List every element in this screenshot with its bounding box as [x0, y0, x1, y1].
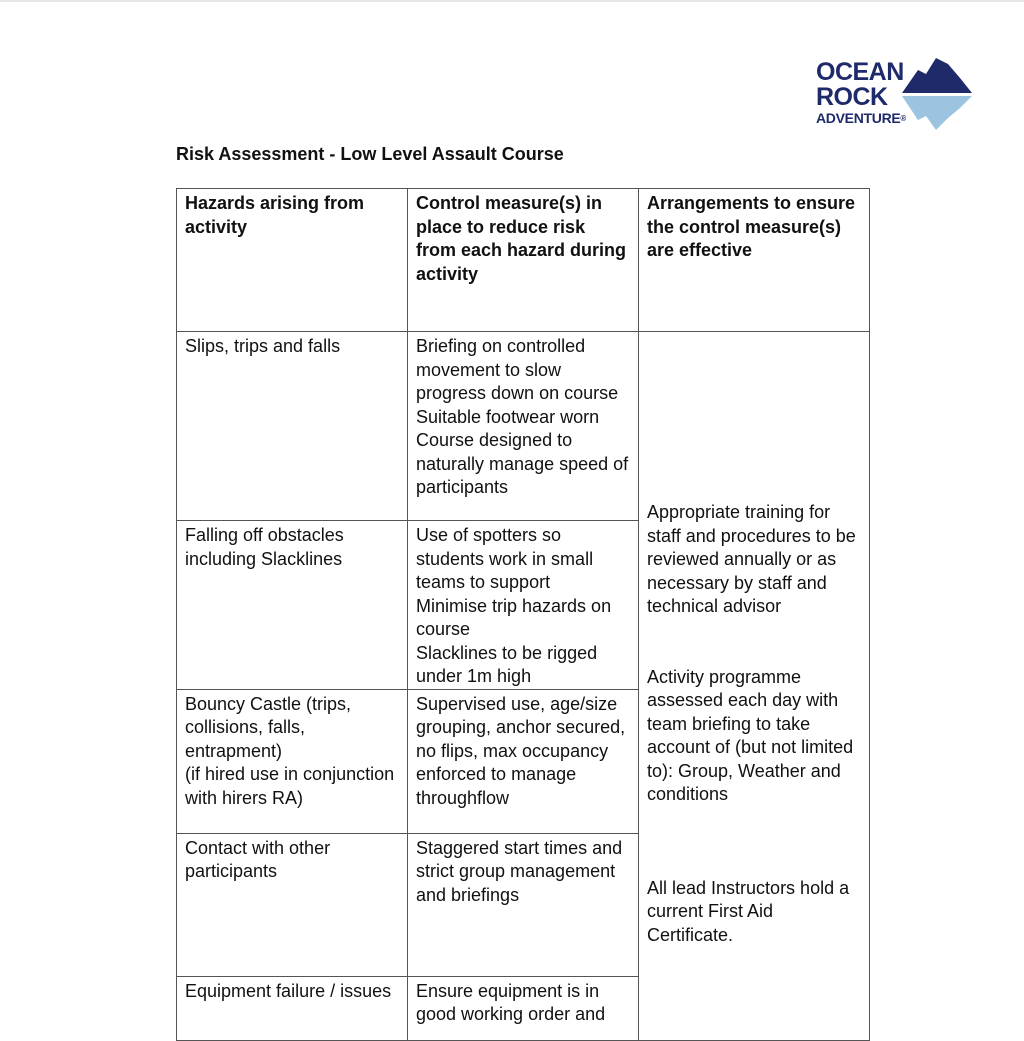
header-control-measures: Control measure(s) in place to reduce risk from each hazard during activity — [408, 189, 639, 332]
document-title: Risk Assessment - Low Level Assault Course — [176, 144, 564, 164]
ocean-rock-adventure-logo — [812, 56, 978, 132]
table-row — [177, 332, 870, 521]
control-cell: Ensure equipment is in good working order and — [408, 976, 639, 1040]
arrangement-first-aid: All lead Instructors hold a current First Aid Certificate. — [647, 877, 850, 945]
risk-assessment-table — [176, 188, 870, 1041]
logo-reflection-shape — [902, 96, 972, 130]
logo-registered-mark: ® — [900, 114, 907, 123]
control-cell: Briefing on controlled movement to slow progress down on course Suitable footwear worn Course designed to naturally manage speed of participants — [408, 332, 639, 521]
logo-line-ocean: OCEAN — [816, 58, 904, 86]
logo-line-rock: ROCK — [816, 83, 888, 111]
arrangement-training: Appropriate training for staff and procedures to be reviewed annually or as necessary by staff and technical advisor — [647, 502, 856, 616]
logo-wordmark — [816, 60, 906, 125]
header-hazards: Hazards arising from activity — [177, 189, 408, 332]
logo-adventure-text: ADVENTURE — [816, 110, 901, 126]
hazard-cell: Slips, trips and falls — [177, 332, 408, 521]
arrangements-cell — [639, 332, 870, 1041]
control-cell: Staggered start times and strict group management and briefings — [408, 833, 639, 976]
logo-mountain-shape — [902, 58, 972, 93]
hazard-cell: Contact with other participants — [177, 833, 408, 976]
hazard-cell: Falling off obstacles including Slacklines — [177, 521, 408, 690]
page-top-rule — [0, 0, 1024, 2]
hazard-cell: Bouncy Castle (trips, collisions, falls, entrapment) (if hired use in conjunction with hirers RA) — [177, 689, 408, 833]
table-header-row — [177, 189, 870, 332]
arrangement-activity-programme: Activity programme assessed each day with team briefing to take account of (but not limited to): Group, Weather and conditions — [647, 666, 854, 804]
mountain-reflection-icon — [896, 56, 978, 132]
logo-line-adventure — [816, 111, 906, 125]
header-arrangements: Arrangements to ensure the control measure(s) are effective — [639, 189, 870, 332]
hazard-cell: Equipment failure / issues — [177, 976, 408, 1040]
control-cell: Supervised use, age/size grouping, anchor secured, no flips, max occupancy enforced to manage throughflow — [408, 689, 639, 833]
control-cell: Use of spotters so students work in small teams to support Minimise trip hazards on course Slacklines to be rigged under 1m high — [408, 521, 639, 690]
